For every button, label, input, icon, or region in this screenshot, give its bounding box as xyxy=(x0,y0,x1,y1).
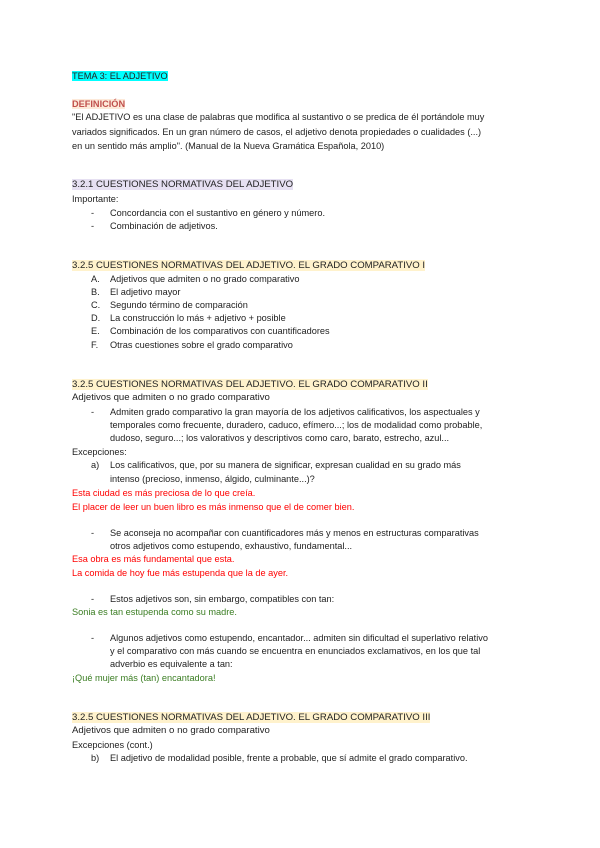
list-marker: a) xyxy=(91,460,100,470)
bullet-3: Estos adjetivos son, sin embargo, compatibles con tan: xyxy=(110,594,335,604)
list-marker: F. xyxy=(91,340,99,350)
bullet-1-line-2: temporales como frecuente, duradero, caduco, efímero...; los de modalidad como probable, xyxy=(110,420,483,430)
example-incorrect: Esta ciudad es más preciosa de lo que creía. xyxy=(72,488,256,498)
definition-line-1: "El ADJETIVO es una clase de palabras que modifica al sustantivo o se predica de él portándole muy xyxy=(72,112,485,122)
list-item: Combinación de adjetivos. xyxy=(110,221,218,231)
list-item: La construcción lo más + adjetivo + posible xyxy=(110,313,286,323)
list-marker: A. xyxy=(91,274,100,284)
dash-marker: - xyxy=(91,528,95,538)
bullet-1-line-3: dudoso, seguro...; los valorativos y descriptivos como caro, barato, estrecho, azul... xyxy=(110,433,450,443)
dash-marker: - xyxy=(91,208,95,218)
list-marker: C. xyxy=(91,300,101,310)
list-item: Combinación de los comparativos con cuantificadores xyxy=(110,326,330,336)
exception-b: El adjetivo de modalidad posible, frente a probable, que sí admite el grado comparativo. xyxy=(110,753,468,763)
example-correct: ¡Qué mujer más (tan) encantadora! xyxy=(72,673,216,683)
bullet-4-line-2: y el comparativo con más cuando se encuentra en enunciados exclamativos, en los que tal xyxy=(110,646,481,656)
list-item: Segundo término de comparación xyxy=(110,300,248,310)
definition-line-3: en un sentido más amplio". (Manual de la Nueva Gramática Española, 2010) xyxy=(72,141,385,151)
example-correct: Sonia es tan estupenda como su madre. xyxy=(72,607,237,617)
list-item: Adjetivos que admiten o no grado comparativo xyxy=(110,274,300,284)
list-item: Concordancia con el sustantivo en género y número. xyxy=(110,208,326,218)
list-marker: B. xyxy=(91,287,100,297)
example-incorrect: El placer de leer un buen libro es más inmenso que el de comer bien. xyxy=(72,502,355,512)
bullet-2-line-2: otros adjetivos como estupendo, exhaustivo, fundamental... xyxy=(110,541,353,551)
bullet-4-line-1: Algunos adjetivos como estupendo, encantador... admiten sin dificultad el superlativo relativo xyxy=(110,633,488,643)
section-heading-4: 3.2.5 CUESTIONES NORMATIVAS DEL ADJETIVO. EL GRADO COMPARATIVO III xyxy=(72,712,431,723)
definition-heading: DEFINICIÓN xyxy=(72,99,126,109)
example-incorrect: Esa obra es más fundamental que esta. xyxy=(72,554,235,564)
example-incorrect: La comida de hoy fue más estupenda que la de ayer. xyxy=(72,568,289,578)
bullet-2-line-1: Se aconseja no acompañar con cuantificadores más y menos en estructuras comparativas xyxy=(110,528,479,538)
dash-marker: - xyxy=(91,594,95,604)
bullet-4-line-3: adverbio es equivalente a tan: xyxy=(110,659,233,669)
exceptions-label: Excepciones (cont.) xyxy=(72,740,153,750)
exception-a-line-1: Los calificativos, que, por su manera de significar, expresan cualidad en su grado más xyxy=(110,460,461,470)
dash-marker: - xyxy=(91,221,95,231)
section-3-subtitle: Adjetivos que admiten o no grado comparativo xyxy=(72,392,270,403)
dash-marker: - xyxy=(91,407,95,417)
section-4-subtitle: Adjetivos que admiten o no grado comparativo xyxy=(72,725,270,736)
exceptions-label: Excepciones: xyxy=(72,447,127,457)
definition-line-2: variados significados. En un gran número de casos, el adjetivo denota propiedades o cualidades (...) xyxy=(72,127,482,137)
list-marker: D. xyxy=(91,313,101,323)
exception-a-line-2: intenso (precioso, inmenso, álgido, culminante...)? xyxy=(110,474,315,484)
bullet-1-line-1: Admiten grado comparativo la gran mayoría de los adjetivos calificativos, los aspectuales y xyxy=(110,407,480,417)
section-heading-1: 3.2.1 CUESTIONES NORMATIVAS DEL ADJETIVO xyxy=(72,179,294,190)
list-marker: b) xyxy=(91,753,100,763)
list-item: El adjetivo mayor xyxy=(110,287,181,297)
list-item: Otras cuestiones sobre el grado comparativo xyxy=(110,340,293,350)
section-heading-3: 3.2.5 CUESTIONES NORMATIVAS DEL ADJETIVO. EL GRADO COMPARATIVO II xyxy=(72,379,428,390)
page-title: TEMA 3: EL ADJETIVO xyxy=(72,71,168,81)
section-1-label: Importante: xyxy=(72,194,119,204)
section-heading-2: 3.2.5 CUESTIONES NORMATIVAS DEL ADJETIVO. EL GRADO COMPARATIVO I xyxy=(72,260,426,271)
list-marker: E. xyxy=(91,326,100,336)
dash-marker: - xyxy=(91,633,95,643)
